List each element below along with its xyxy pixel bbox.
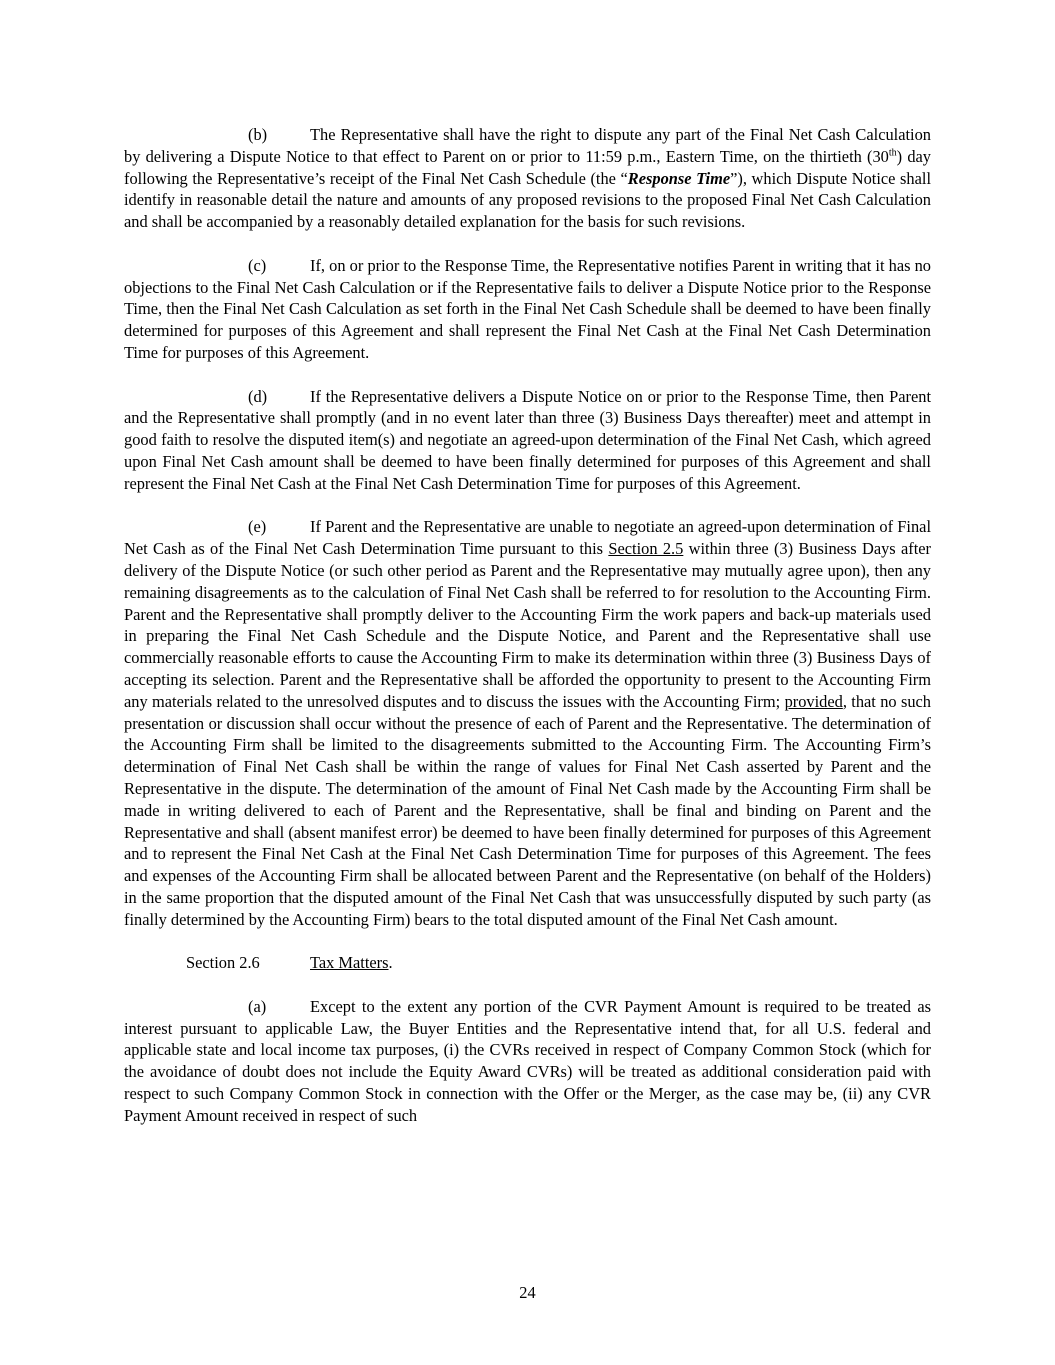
paragraph-label-b: (b) (248, 125, 268, 144)
paragraph-label-c: (c) (248, 255, 267, 275)
paragraph-b-text-2: ) day following the Representative’s receipt of the Final Net Cash Schedule (the “ (124, 146, 931, 188)
ordinal-suffix: th (888, 147, 897, 159)
paragraph-a-text: Except to the extent any portion of the CVR Payment Amount is required to be treated as interest pursuant to applicable Law, the Buyer Entities and the Representative intend that, for all U.S. federal and applicable state and local income tax purposes, (i) the CVRs received in respect of Company Common Stock (which for the avoidance of doubt does not include the Equity Award CVRs) will be treated as additional consideration paid with respect to such Company Common Stock in connection with the Offer or the Merger, as the case may be, (ii) any CVR Payment Amount received in respect of such (124, 996, 931, 1125)
document-page (124, 124, 931, 1148)
paragraph-c (124, 255, 931, 364)
page-number: 24 (519, 1283, 536, 1302)
paragraph-e-text-3: , that no such presentation or discussion shall occur without the presence of each of Parent and the Representative. The determination of the Accounting Firm shall be limited to the disagreements submitted to the Accounting Firm. The Accounting Firm’s determination of Final Net Cash shall be within the range of values for Final Net Cash asserted by Parent and the Representative in the dispute. The determination of the amount of Final Net Cash made by the Accounting Firm shall be made in writing delivered to each of Parent and the Representative, shall be final and binding on Parent and the Representative and shall (absent manifest error) be deemed to have been finally determined for purposes of this Agreement and to represent the Final Net Cash at the Final Net Cash Determination Time for purposes of this Agreement. The fees and expenses of the Accounting Firm shall be allocated between Parent and the Representative (on behalf of the Holders) in the same proportion that the disputed amount of the Final Net Cash that was unsuccessfully disputed by such party (as finally determined by the Accounting Firm) bears to the total disputed amount of the Final Net Cash amount. (124, 691, 932, 929)
section-heading-2-6 (186, 952, 931, 974)
defined-term-response-time: Response Time (627, 168, 731, 188)
section-reference-2-5: Section 2.5 (608, 539, 684, 559)
paragraph-b (124, 124, 931, 233)
paragraph-a (124, 996, 931, 1127)
section-number: Section 2.6 (186, 953, 260, 973)
section-title-period: . (388, 953, 393, 973)
provided-term: provided (784, 691, 843, 711)
paragraph-d (124, 386, 931, 495)
paragraph-d-text: If the Representative delivers a Dispute Notice on or prior to the Response Time, then Parent and the Representative shall promptly (and in no event later than three (3) Business Days thereafter) meet and attempt in good faith to resolve the disputed item(s) and negotiate an agreed-upon determination of the Final Net Cash, which agreed upon Final Net Cash amount shall be deemed to have been finally determined for purposes of this Agreement and shall represent the Final Net Cash at the Final Net Cash Determination Time for purposes of this Agreement. (124, 386, 931, 493)
paragraph-e (124, 516, 931, 930)
paragraph-b-text-1: The Representative shall have the right to dispute any part of the Final Net Cash Calculation by delivering a Dispute Notice to that effect to Parent on or prior to 11:59 p.m., Eastern Time, on the thirtieth (30 (124, 125, 931, 166)
section-title: Tax Matters (310, 953, 389, 973)
paragraph-b-text-3: ”), which Dispute Notice shall identify in reasonable detail the nature and amounts of any proposed revisions to the proposed Final Net Cash Calculation and shall be accompanied by a reasonably detailed explanation for the basis for such revisions. (124, 168, 931, 232)
paragraph-e-text-1: If Parent and the Representative are unable to negotiate an agreed-upon determination of Final Net Cash as of the Final Net Cash Determination Time pursuant to this (124, 517, 931, 559)
paragraph-c-text: If, on or prior to the Response Time, the Representative notifies Parent in writing that it has no objections to the Final Net Cash Calculation or if the Representative fails to deliver a Dispute Notice prior to the Response Time, then the Final Net Cash Calculation as set forth in the Final Net Cash Schedule shall be deemed to have been finally determined for purposes of this Agreement and shall represent the Final Net Cash at the Final Net Cash Determination Time for purposes of this Agreement. (124, 255, 931, 362)
paragraph-label-e: (e) (248, 517, 267, 537)
paragraph-e-text-2: within three (3) Business Days after delivery of the Dispute Notice (or such other period as Parent and the Representative may mutually agree upon), then any remaining disagreements as to the calculation of Final Net Cash shall be referred to for resolution to the Accounting Firm. Parent and the Representative shall promptly deliver to the Accounting Firm the work papers and back-up materials used in preparing the Final Net Cash Schedule and the Dispute Notice, and Parent and the Representative shall use commercially reasonable efforts to cause the Accounting Firm to make its determination within three (3) Business Days of accepting its selection. Parent and the Representative shall be afforded the opportunity to present to the Accounting Firm any materials related to the unresolved disputes and to discuss the issues with the Accounting Firm; (124, 539, 932, 711)
paragraph-label-d: (d) (248, 386, 268, 406)
paragraph-label-a: (a) (248, 996, 267, 1016)
